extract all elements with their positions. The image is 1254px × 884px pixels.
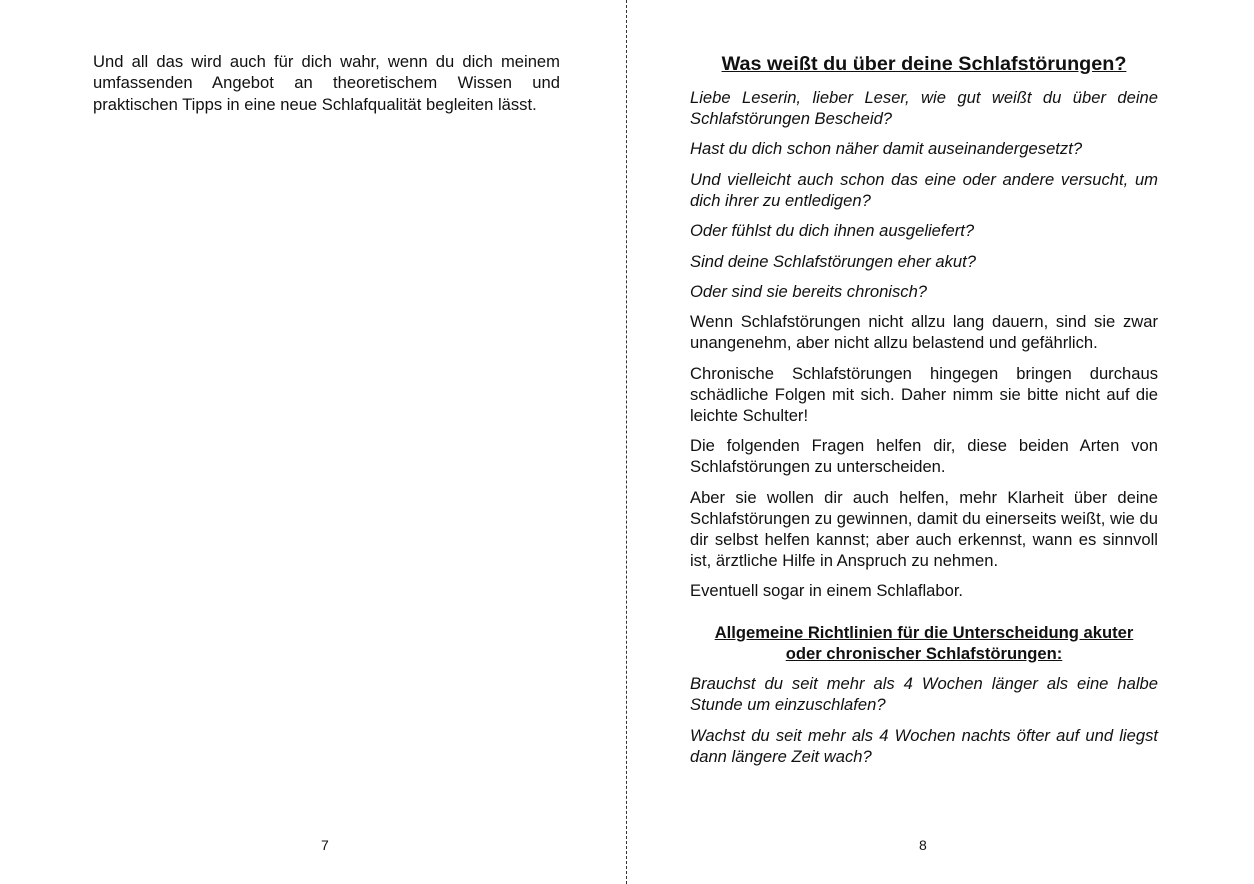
paragraph-clarity: Aber sie wollen dir auch helfen, mehr Klarheit über deine Schlafstörungen zu gewinnen, damit du einerseits weißt, wie du dir selbst helfen kannst; aber auch erkennst, wann es sinnvoll ist, ärztliche Hilfe in Anspruch zu nehmen.: [690, 487, 1158, 570]
guidelines-subheading-line-2: oder chronischer Schlafstörungen:: [785, 643, 1063, 663]
paragraph-sleep-lab: Eventuell sogar in einem Schlaflabor.: [690, 580, 964, 600]
paragraph-following-questions: Die folgenden Fragen helfen dir, diese beiden Arten von Schlafstörungen zu unterscheiden.: [690, 436, 1158, 477]
right-page: [627, 0, 1254, 884]
intro-question-ausgeliefert: Oder fühlst du dich ihnen ausgeliefert?: [690, 221, 975, 241]
left-page-body-text: Und all das wird auch für dich wahr, wenn du dich meinem umfassenden Angebot an theoretischem Wissen und praktischen Tipps in eine neue Schlafqualität begleiten lässt.: [93, 52, 560, 114]
intro-question-versucht: Und vielleicht auch schon das eine oder andere versucht, um dich ihrer zu entledigen?: [690, 169, 1158, 210]
intro-question-auseinandergesetzt: Hast du dich schon näher damit auseinandergesetzt?: [690, 139, 1083, 159]
intro-question-chronisch: Oder sind sie bereits chronisch?: [690, 281, 928, 301]
guidelines-subheading-line-1: Allgemeine Richtlinien für die Unterscheidung akuter: [714, 622, 1134, 642]
intro-question-bescheid: Liebe Leserin, lieber Leser, wie gut weißt du über deine Schlafstörungen Bescheid?: [690, 88, 1158, 128]
paragraph-short-term: Wenn Schlafstörungen nicht allzu lang dauern, sind sie zwar unangenehm, aber nicht allzu belastend und gefährlich.: [690, 312, 1158, 353]
left-page: [0, 0, 626, 884]
page-number-left: 7: [321, 837, 329, 853]
chapter-title: Was weißt du über deine Schlafstörungen?: [721, 53, 1127, 75]
intro-question-akut: Sind deine Schlafstörungen eher akut?: [690, 251, 976, 271]
guidelines-subheading: [690, 622, 1158, 664]
right-page-content: [690, 51, 1158, 776]
paragraph-chronic: Chronische Schlafstörungen hingegen bringen durchaus schädliche Folgen mit sich. Daher nimm sie bitte nicht auf die leichte Schulter!: [690, 363, 1158, 425]
guideline-question-waking-up: Wachst du seit mehr als 4 Wochen nachts öfter auf und liegst dann längere Zeit wach?: [690, 725, 1158, 766]
page-number-right: 8: [919, 837, 927, 853]
guideline-question-falling-asleep: Brauchst du seit mehr als 4 Wochen länger als eine halbe Stunde um einzuschlafen?: [690, 674, 1158, 715]
